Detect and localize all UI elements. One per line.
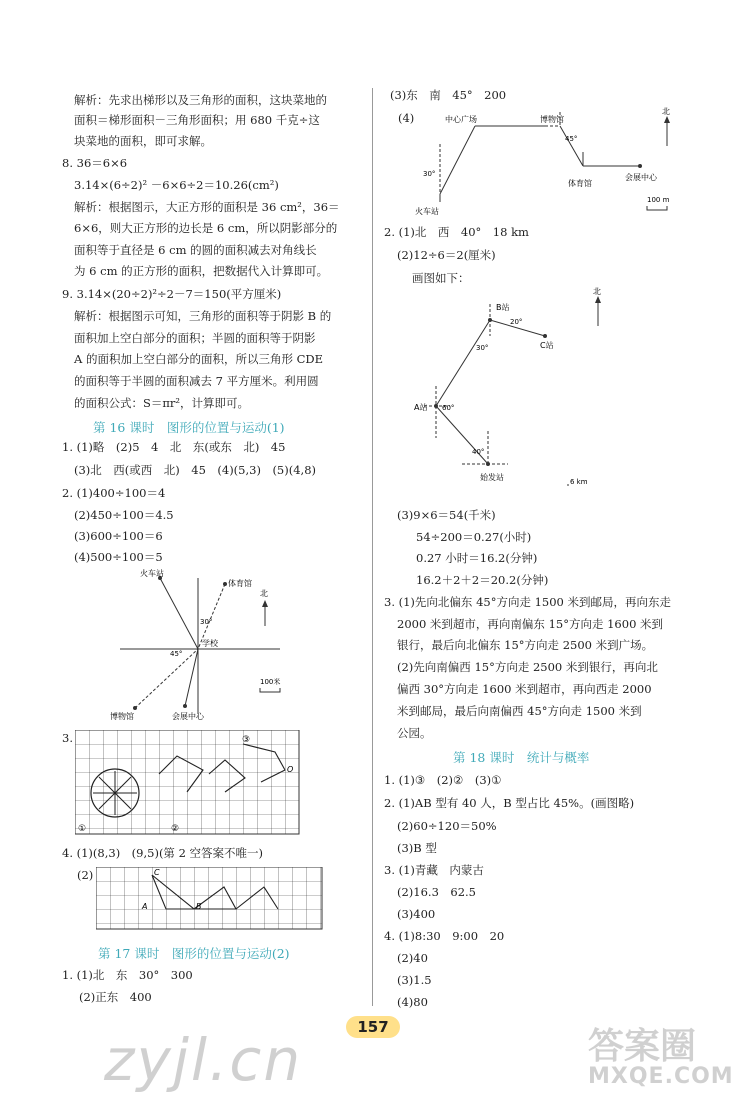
watermark-right-top: 答案圈 [588,1026,697,1067]
circle-label-3: ③ [242,735,251,745]
answer-16-1b: (3)北 西(或西 北) 45 (4)(5,3) (5)(4,8) [74,463,316,477]
north-arrow-icon [664,116,670,123]
analysis-line: 面积＝梯形面积－三角形面积；用 680 千克÷这 [74,113,320,127]
analysis-line: 的面积公式：S＝πr²，计算即可。 [74,396,250,410]
answer-17-3d: (2)先向南偏西 15°方向走 2500 米到银行，再向北 [397,660,658,674]
answer-18-4b: (2)40 [397,951,428,965]
answer-8: 8. 36＝6×6 [62,156,128,170]
answer-16-4b: (2) [77,868,94,882]
analysis-line: A 的面积加上空白部分的面积，所以三角形 CDE [74,352,324,366]
scale-label: 100 m [647,196,670,204]
figure-16-3-grid [75,730,300,836]
answer-17-3g: 公园。 [397,726,432,740]
label-train-station: 火车站 [415,207,439,216]
analysis-line: 的面积等于半圆的面积减去 7 平方厘米。利用圆 [74,374,319,388]
answer-17-2b: (2)12÷6＝2(厘米) [397,248,496,262]
north-arrow-icon [262,600,268,607]
page-number: 157 [346,1016,400,1038]
angle-20: 20° [510,318,523,326]
answer-16-4: 4. (1)(8,3) (9,5)(第 2 空答案不唯一) [62,846,264,860]
label-station-b: B站 [496,303,510,312]
answer-18-3: 3. (1)青藏 内蒙古 [384,863,484,877]
label-gym: 体育馆 [228,579,252,588]
circle-label-1: ① [78,824,87,834]
answer-18-2c: (3)B 型 [397,841,437,855]
point-label-a: A [142,902,148,911]
figure-16-4-grid [96,867,324,931]
analysis-line: 为 6 cm 的正方形的面积，把数据代入计算即可。 [74,264,329,278]
scale-bar [647,206,667,210]
answer-8-calc: 3.14×(6÷2)² －6×6÷2＝10.26(cm²) [74,178,279,192]
answer-18-3c: (3)400 [397,907,436,921]
answer-17-3f: 米到邮局，最后向南偏西 45°方向走 1500 米到 [397,704,642,718]
watermark-left: zyjl.cn [104,1026,303,1094]
label-north: 北 [260,589,268,598]
label-station-c: C站 [540,341,554,350]
angle-30: 30° [200,618,213,626]
angle-45: 45° [565,135,578,143]
answer-16-1: 1. (1)略 (2)5 4 北 东(或东 北) 45 [62,440,286,454]
answer-18-1: 1. (1)③ (2)② (3)① [384,773,502,787]
answer-16-2c: (3)600÷100＝6 [74,529,163,543]
answer-17-1d: (4) [398,111,415,125]
label-center: 会展中心 [625,173,657,182]
answer-18-4c: (3)1.5 [397,973,432,987]
figure-17-1-map [385,104,685,224]
label-center: 会展中心 [172,712,204,721]
answer-17-3e: 偏西 30°方向走 1600 米到超市，再向西走 2000 [397,682,652,696]
label-museum: 博物馆 [110,712,134,721]
answer-18-3b: (2)16.3 62.5 [397,885,477,899]
scale-label: 100米 [260,678,281,686]
answer-18-2: 2. (1)AB 型有 40 人，B 型占比 45%。(画图略) [384,796,635,810]
label-station-a: A站 [414,403,428,412]
answer-17-2e: 54÷200＝0.27(小时) [416,530,532,544]
answer-17-2g: 16.2＋2＋2＝20.2(分钟) [416,573,549,587]
answer-17-2f: 0.27 小时＝16.2(分钟) [416,551,538,565]
figure-16-2-map [100,566,320,726]
label-start-station: 始发站 [480,473,504,482]
label-plaza: 中心广场 [445,115,477,124]
label-north: 北 [593,287,601,296]
answer-16-2b: (2)450÷100＝4.5 [74,508,174,522]
figure-17-2-map [400,286,640,486]
analysis-line: 解析：先求出梯形以及三角形的面积，这块菜地的 [74,93,327,107]
answer-9: 9. 3.14×(20÷2)²÷2－7＝150(平方厘米) [62,287,282,301]
label-train-station: 火车站 [140,569,164,578]
column-divider [372,88,373,1006]
section-title-17: 第 17 课时 图形的位置与运动(2) [98,946,290,961]
answer-17-1: 1. (1)北 东 30° 300 [62,968,193,982]
answer-18-4: 4. (1)8:30 9:00 20 [384,929,505,943]
answer-18-2b: (2)60÷120＝50% [397,819,497,833]
angle-45: 45° [170,650,183,658]
analysis-line: 块菜地的面积，即可求解。 [74,134,212,148]
label-museum: 博物馆 [540,115,564,124]
answer-17-1c: (3)东 南 45° 200 [390,88,507,102]
analysis-line: 解析：根据图示，大正方形的面积是 36 cm²，36＝ [74,200,340,214]
angle-40: 40° [472,448,485,456]
point-label-c: C [154,868,160,877]
answer-17-3c: 银行，最后向北偏东 15°方向走 2500 米到广场。 [397,638,654,652]
label-north: 北 [662,107,670,116]
circle-label-2: ② [171,824,180,834]
answer-18-4d: (4)80 [397,995,428,1009]
analysis-line: 面积等于直径是 6 cm 的圆的面积减去对角线长 [74,243,317,257]
point-label-o: O [287,765,294,774]
answer-16-3: 3. [62,731,73,745]
label-gym: 体育馆 [568,179,592,188]
point-label-b: B [196,902,202,911]
label-school: 学校 [202,639,218,648]
scale-label: 6 km [570,478,588,486]
answer-17-2c: 画图如下： [412,271,470,285]
answer-17-2: 2. (1)北 西 40° 18 km [384,225,529,239]
angle-30: 30° [423,170,436,178]
answer-17-1b: (2)正东 400 [79,990,152,1004]
section-title-18: 第 18 课时 统计与概率 [453,750,590,765]
answer-17-3b: 2000 米到超市，再向南偏东 15°方向走 1600 米到 [397,617,664,631]
answer-17-2d: (3)9×6＝54(千米) [397,508,496,522]
analysis-line: 面积加上空白部分的面积；半圆的面积等于阴影 [74,331,316,345]
section-title-16: 第 16 课时 图形的位置与运动(1) [93,420,285,435]
analysis-line: 解析：根据图示可知，三角形的面积等于阴影 B 的 [74,309,332,323]
answer-16-2d: (4)500÷100＝5 [74,550,163,564]
answer-16-2: 2. (1)400÷100＝4 [62,486,166,500]
watermark-right-bottom: MXQE.COM [588,1064,734,1089]
answer-17-3: 3. (1)先向北偏东 45°方向走 1500 米到邮局，再向东走 [384,595,672,609]
angle-30: 30° [476,344,489,352]
analysis-line: 6×6，则大正方形的边长是 6 cm，所以阴影部分的 [74,221,338,235]
angle-60: 60° [442,404,455,412]
north-arrow-icon [595,296,601,303]
scale-bar [260,688,280,692]
